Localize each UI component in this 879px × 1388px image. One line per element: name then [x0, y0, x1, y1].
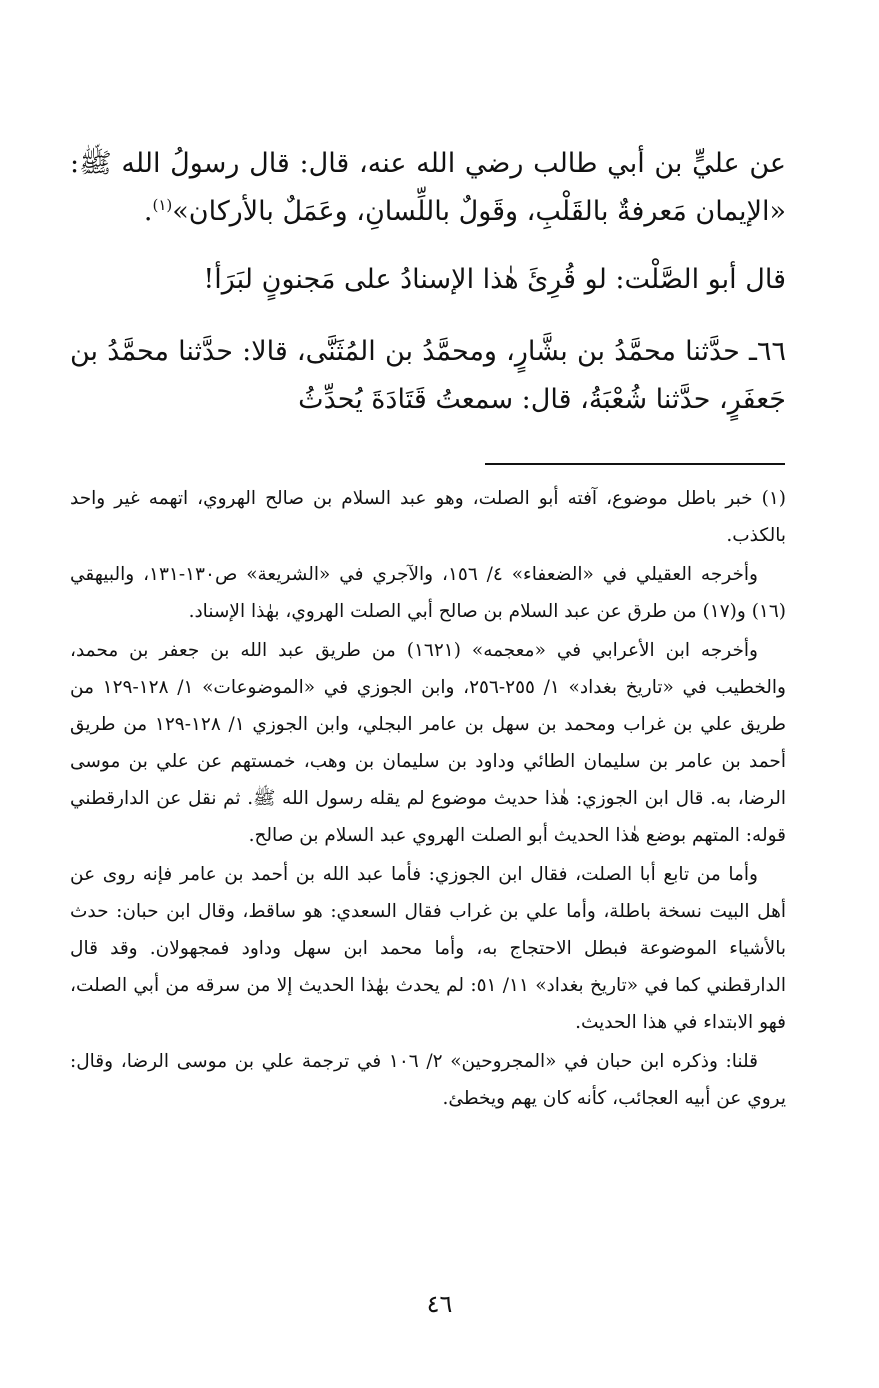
hadith-paragraph: [70, 140, 786, 236]
abu-salt-comment: قال أبو الصَّلْت: لو قُرِئَ هٰذا الإسنادُ على مَجنونٍ لبَرَأ!: [203, 264, 786, 295]
hadith-66-isnad: ٦٦ـ حدَّثنا محمَّدُ بن بشَّارٍ، ومحمَّدُ بن المُثَنَّى، قالا: حدَّثنا محمَّدُ بن جَعفَرٍ، حدَّثنا شُعْبَةُ، قال: سمعتُ قَتَادَةَ يُحدِّثُ: [70, 336, 786, 415]
footnote-paragraph: وأخرجه ابن الأعرابي في «معجمه» (١٦٢١) من طريق عبد الله بن جعفر بن محمد، والخطيب في «تاريخ بغداد» ١/ ٢٥٥-٢٥٦، وابن الجوزي في «الموضوعات» ١/ ١٢٨-١٢٩ من طريق علي بن غراب ومحمد بن سهل بن عامر البجلي، وابن الجوزي ١/ ١٢٨-١٢٩ من طريق أحمد بن عامر بن سليمان الطائي وداود بن سليمان بن وهب، خمستهم عن علي بن موسى الرضا، به. قال ابن الجوزي: هٰذا حديث موضوع لم يقله رسول الله ﷺ. ثم نقل عن الدارقطني قوله: المتهم بوضع هٰذا الحديث أبو الصلت الهروي عبد السلام بن صالح.: [70, 640, 786, 846]
footnote-ref[interactable]: (١): [152, 196, 173, 214]
footnote-1: (١) خبر باطل موضوع، آفته أبو الصلت، وهو عبد السلام بن صالح الهروي، اتهمه غير واحد بالكذب.: [70, 488, 786, 546]
main-text: [70, 140, 786, 424]
footnote-paragraph: وأما من تابع أبا الصلت، فقال ابن الجوزي: فأما عبد الله بن أحمد بن عامر فإنه روى عن أهل البيت نسخة باطلة، وأما علي بن غراب فقال السعدي: هو ساقط، وقال ابن حبان: حدث بالأشياء الموضوعة فبطل الاحتجاج به، وأما محمد ابن سهل وداود فمجهولان. وقد قال الدارقطني كما في «تاريخ بغداد» ١١/ ٥١: لم يحدث بهٰذا الحديث إلا من سرقه من أبي الصلت، فهو الابتداء في هذا الحديث.: [70, 864, 786, 1033]
footnote-divider: [485, 463, 785, 465]
footnote-paragraph: وأخرجه العقيلي في «الضعفاء» ٤/ ١٥٦، والآجري في «الشريعة» ص١٣٠-١٣١، والبيهقي (١٦) و(١٧) من طرق عن عبد السلام بن صالح أبي الصلت الهروي، بهٰذا الإسناد.: [70, 564, 786, 622]
hadith-end-punct: .: [143, 196, 153, 227]
hadith-text: عن عليٍّ بن أبي طالب رضي الله عنه، قال: قال رسولُ الله ﷺ: «الإيمان مَعرفةٌ بالقَلْبِ، وقَولٌ باللِّسانِ، وعَمَلٌ بالأركان»: [70, 148, 786, 227]
page-number: ٤٦: [426, 1290, 453, 1318]
footnote-paragraph: قلنا: وذكره ابن حبان في «المجروحين» ٢/ ١٠٦ في ترجمة علي بن موسى الرضا، وقال: يروي عن أبيه العجائب، كأنه كان يهم ويخطئ.: [70, 1051, 786, 1109]
footnotes-section: [70, 480, 786, 1119]
